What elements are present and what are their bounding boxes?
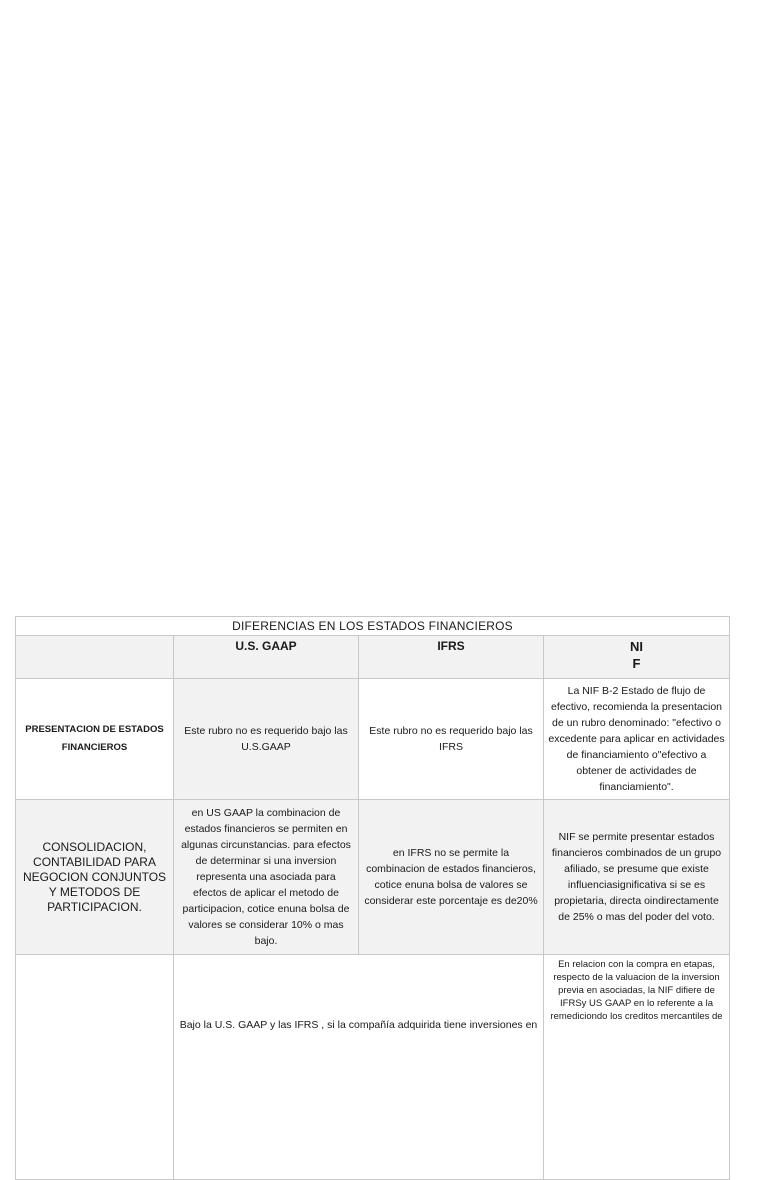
table-row <box>16 800 730 955</box>
cell-nif: NIF se permite presentar estados financieros combinados de un grupo afiliado, se presume que existe influenciasignificativa si se es propietaria, directa oindirectamente de 25% o mas del poder del voto. <box>544 800 730 955</box>
header-ifrs: IFRS <box>359 636 544 679</box>
table-header-row <box>16 636 730 679</box>
differences-table <box>15 616 730 1180</box>
cell-nif: La NIF B-2 Estado de flujo de efectivo, recomienda la presentacion de un rubro denominado: "efectivo o excedente para aplicar en actividades de financiamiento o"efectivo a obtener de actividades de financiamiento". <box>544 679 730 800</box>
cell-ifrs: en IFRS no se permite la combinacion de estados financieros, cotice enuna bolsa de valores se considerar este porcentaje es de20% <box>359 800 544 955</box>
header-empty <box>16 636 174 679</box>
header-nif-line1: NI <box>630 639 643 654</box>
row-label <box>16 955 174 1180</box>
header-us-gaap: U.S. GAAP <box>174 636 359 679</box>
cell-nif: En relacion con la compra en etapas, respecto de la valuacion de la inversion previa en asociadas, la NIF difiere de IFRSy US GAAP en lo referente a la remediciondo los creditos mercantiles de <box>544 955 730 1180</box>
header-nif <box>544 636 730 679</box>
cell-us-gaap: en US GAAP la combinacion de estados financieros se permiten en algunas circunstancias. para efectos de determinar si una inversion representa una asociada para efectos de aplicar el metodo de participacion, cotice enuna bolsa de valores se considerar 10% o mas bajo. <box>174 800 359 955</box>
row-label: CONSOLIDACION, CONTABILIDAD PARA NEGOCION CONJUNTOS Y METODOS DE PARTICIPACION. <box>16 800 174 955</box>
table-title-row <box>16 617 730 636</box>
row-label: PRESENTACION DE ESTADOS FINANCIEROS <box>16 679 174 800</box>
header-nif-line2: F <box>632 656 641 671</box>
table-row <box>16 679 730 800</box>
table-row <box>16 955 730 1180</box>
table-title: DIFERENCIAS EN LOS ESTADOS FINANCIEROS <box>16 617 730 636</box>
cell-ifrs: Este rubro no es requerido bajo las IFRS <box>359 679 544 800</box>
cell-us-gaap-ifrs: Bajo la U.S. GAAP y las IFRS , si la compañía adquirida tiene inversiones en <box>174 955 544 1180</box>
cell-us-gaap: Este rubro no es requerido bajo las U.S.GAAP <box>174 679 359 800</box>
